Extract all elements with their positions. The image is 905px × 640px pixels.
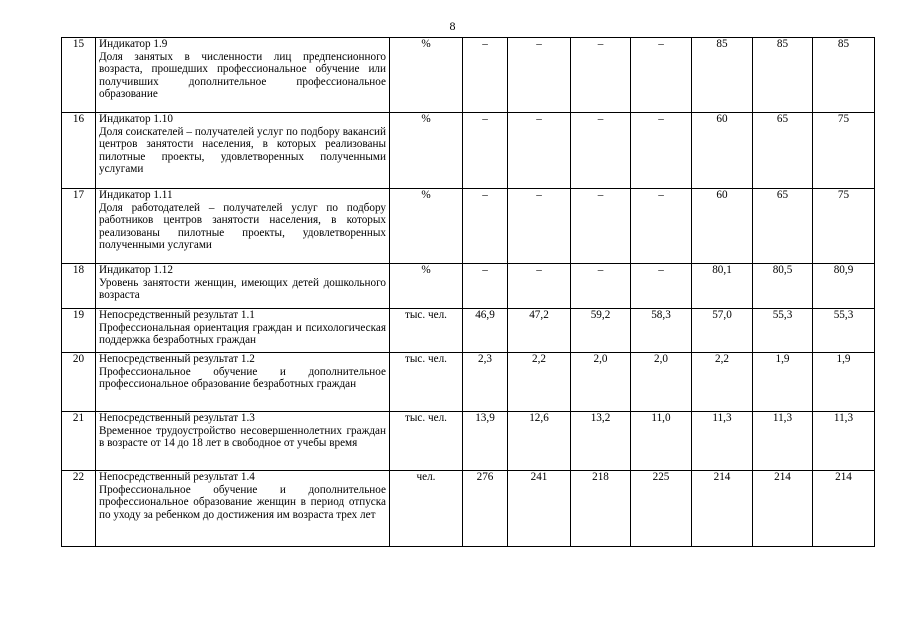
value-cell: 1,9 — [753, 353, 813, 412]
row-number: 21 — [62, 412, 96, 471]
page-number: 8 — [449, 19, 456, 33]
indicator-text: Доля работодателей – получателей услуг по подбору работников центров занятости населения, в которых реализованы пилотные проекты, удовлетворенных полученными услугами — [99, 201, 386, 252]
table-row — [62, 38, 875, 113]
row-number: 17 — [62, 189, 96, 264]
table-row — [62, 471, 875, 547]
row-number: 18 — [62, 264, 96, 309]
row-number: 16 — [62, 113, 96, 189]
value-cell: – — [508, 38, 571, 113]
value-cell: 58,3 — [631, 309, 692, 353]
indicator-title: Непосредственный результат 1.2 — [99, 353, 255, 365]
value-cell: 2,2 — [692, 353, 753, 412]
table-row — [62, 264, 875, 309]
value-cell: – — [508, 264, 571, 309]
table-row — [62, 412, 875, 471]
row-number: 15 — [62, 38, 96, 113]
value-cell: 2,3 — [463, 353, 508, 412]
value-cell: – — [631, 189, 692, 264]
value-cell: – — [571, 264, 631, 309]
unit-cell: тыс. чел. — [390, 412, 463, 471]
indicator-title: Индикатор 1.12 — [99, 264, 173, 276]
value-cell: 11,3 — [753, 412, 813, 471]
value-cell: – — [571, 38, 631, 113]
indicator-title: Непосредственный результат 1.3 — [99, 412, 255, 424]
value-cell: 55,3 — [813, 309, 875, 353]
value-cell: 75 — [813, 189, 875, 264]
value-cell: 60 — [692, 189, 753, 264]
row-number: 19 — [62, 309, 96, 353]
indicator-description — [96, 309, 390, 353]
indicator-description — [96, 189, 390, 264]
value-cell: – — [508, 189, 571, 264]
table-row — [62, 309, 875, 353]
value-cell: – — [463, 264, 508, 309]
value-cell: 13,2 — [571, 412, 631, 471]
indicator-title: Непосредственный результат 1.1 — [99, 309, 255, 321]
indicator-text: Уровень занятости женщин, имеющих детей дошкольного возраста — [99, 276, 386, 302]
value-cell: 57,0 — [692, 309, 753, 353]
indicator-description — [96, 38, 390, 113]
row-number: 22 — [62, 471, 96, 547]
unit-cell: % — [390, 38, 463, 113]
value-cell: 2,0 — [631, 353, 692, 412]
value-cell: 214 — [813, 471, 875, 547]
indicator-title: Индикатор 1.10 — [99, 113, 173, 125]
value-cell: 218 — [571, 471, 631, 547]
indicator-title: Индикатор 1.9 — [99, 38, 168, 50]
value-cell: 13,9 — [463, 412, 508, 471]
indicator-title: Индикатор 1.11 — [99, 189, 173, 201]
unit-cell: тыс. чел. — [390, 309, 463, 353]
indicator-title: Непосредственный результат 1.4 — [99, 471, 255, 483]
value-cell: 276 — [463, 471, 508, 547]
value-cell: 214 — [753, 471, 813, 547]
unit-cell: % — [390, 189, 463, 264]
value-cell: – — [571, 113, 631, 189]
value-cell: 85 — [753, 38, 813, 113]
unit-cell: тыс. чел. — [390, 353, 463, 412]
value-cell: 55,3 — [753, 309, 813, 353]
value-cell: 11,3 — [813, 412, 875, 471]
value-cell: 85 — [813, 38, 875, 113]
indicators-table — [61, 37, 875, 547]
value-cell: 11,0 — [631, 412, 692, 471]
value-cell: 47,2 — [508, 309, 571, 353]
indicator-text: Профессиональная ориентация граждан и психологическая поддержка безработных граждан — [99, 321, 386, 347]
value-cell: 2,0 — [571, 353, 631, 412]
value-cell: 60 — [692, 113, 753, 189]
value-cell: 59,2 — [571, 309, 631, 353]
unit-cell: чел. — [390, 471, 463, 547]
table-row — [62, 113, 875, 189]
indicator-text: Временное трудоустройство несовершеннолетних граждан в возрасте от 14 до 18 лет в свободное от учебы время — [99, 424, 386, 450]
value-cell: – — [631, 38, 692, 113]
indicator-description — [96, 113, 390, 189]
value-cell: 65 — [753, 113, 813, 189]
value-cell: 80,9 — [813, 264, 875, 309]
indicator-description — [96, 412, 390, 471]
value-cell: 80,5 — [753, 264, 813, 309]
value-cell: 214 — [692, 471, 753, 547]
value-cell: 241 — [508, 471, 571, 547]
value-cell: 46,9 — [463, 309, 508, 353]
unit-cell: % — [390, 264, 463, 309]
value-cell: 1,9 — [813, 353, 875, 412]
value-cell: – — [631, 264, 692, 309]
value-cell: – — [631, 113, 692, 189]
value-cell: – — [463, 113, 508, 189]
unit-cell: % — [390, 113, 463, 189]
indicator-description — [96, 264, 390, 309]
value-cell: 85 — [692, 38, 753, 113]
value-cell: 75 — [813, 113, 875, 189]
value-cell: – — [463, 189, 508, 264]
value-cell: 12,6 — [508, 412, 571, 471]
value-cell: 11,3 — [692, 412, 753, 471]
value-cell: 80,1 — [692, 264, 753, 309]
indicator-text: Доля занятых в численности лиц предпенсионного возраста, прошедших профессиональное обучение или получивших дополнительное профессиональное образование — [99, 50, 386, 101]
value-cell: 2,2 — [508, 353, 571, 412]
value-cell: 225 — [631, 471, 692, 547]
table-row — [62, 353, 875, 412]
value-cell: 65 — [753, 189, 813, 264]
table-row — [62, 189, 875, 264]
indicator-text: Профессиональное обучение и дополнительное профессиональное образование женщин в период отпуска по уходу за ребенком до достижения им возраста трех лет — [99, 483, 386, 521]
indicator-text: Доля соискателей – получателей услуг по подбору вакансий центров занятости населения, в которых реализованы пилотные проекты, удовлетворенных полученными услугами — [99, 125, 386, 176]
row-number: 20 — [62, 353, 96, 412]
indicator-description — [96, 471, 390, 547]
value-cell: – — [571, 189, 631, 264]
value-cell: – — [508, 113, 571, 189]
indicator-description — [96, 353, 390, 412]
indicator-text: Профессиональное обучение и дополнительное профессиональное образование безработных граждан — [99, 365, 386, 391]
value-cell: – — [463, 38, 508, 113]
